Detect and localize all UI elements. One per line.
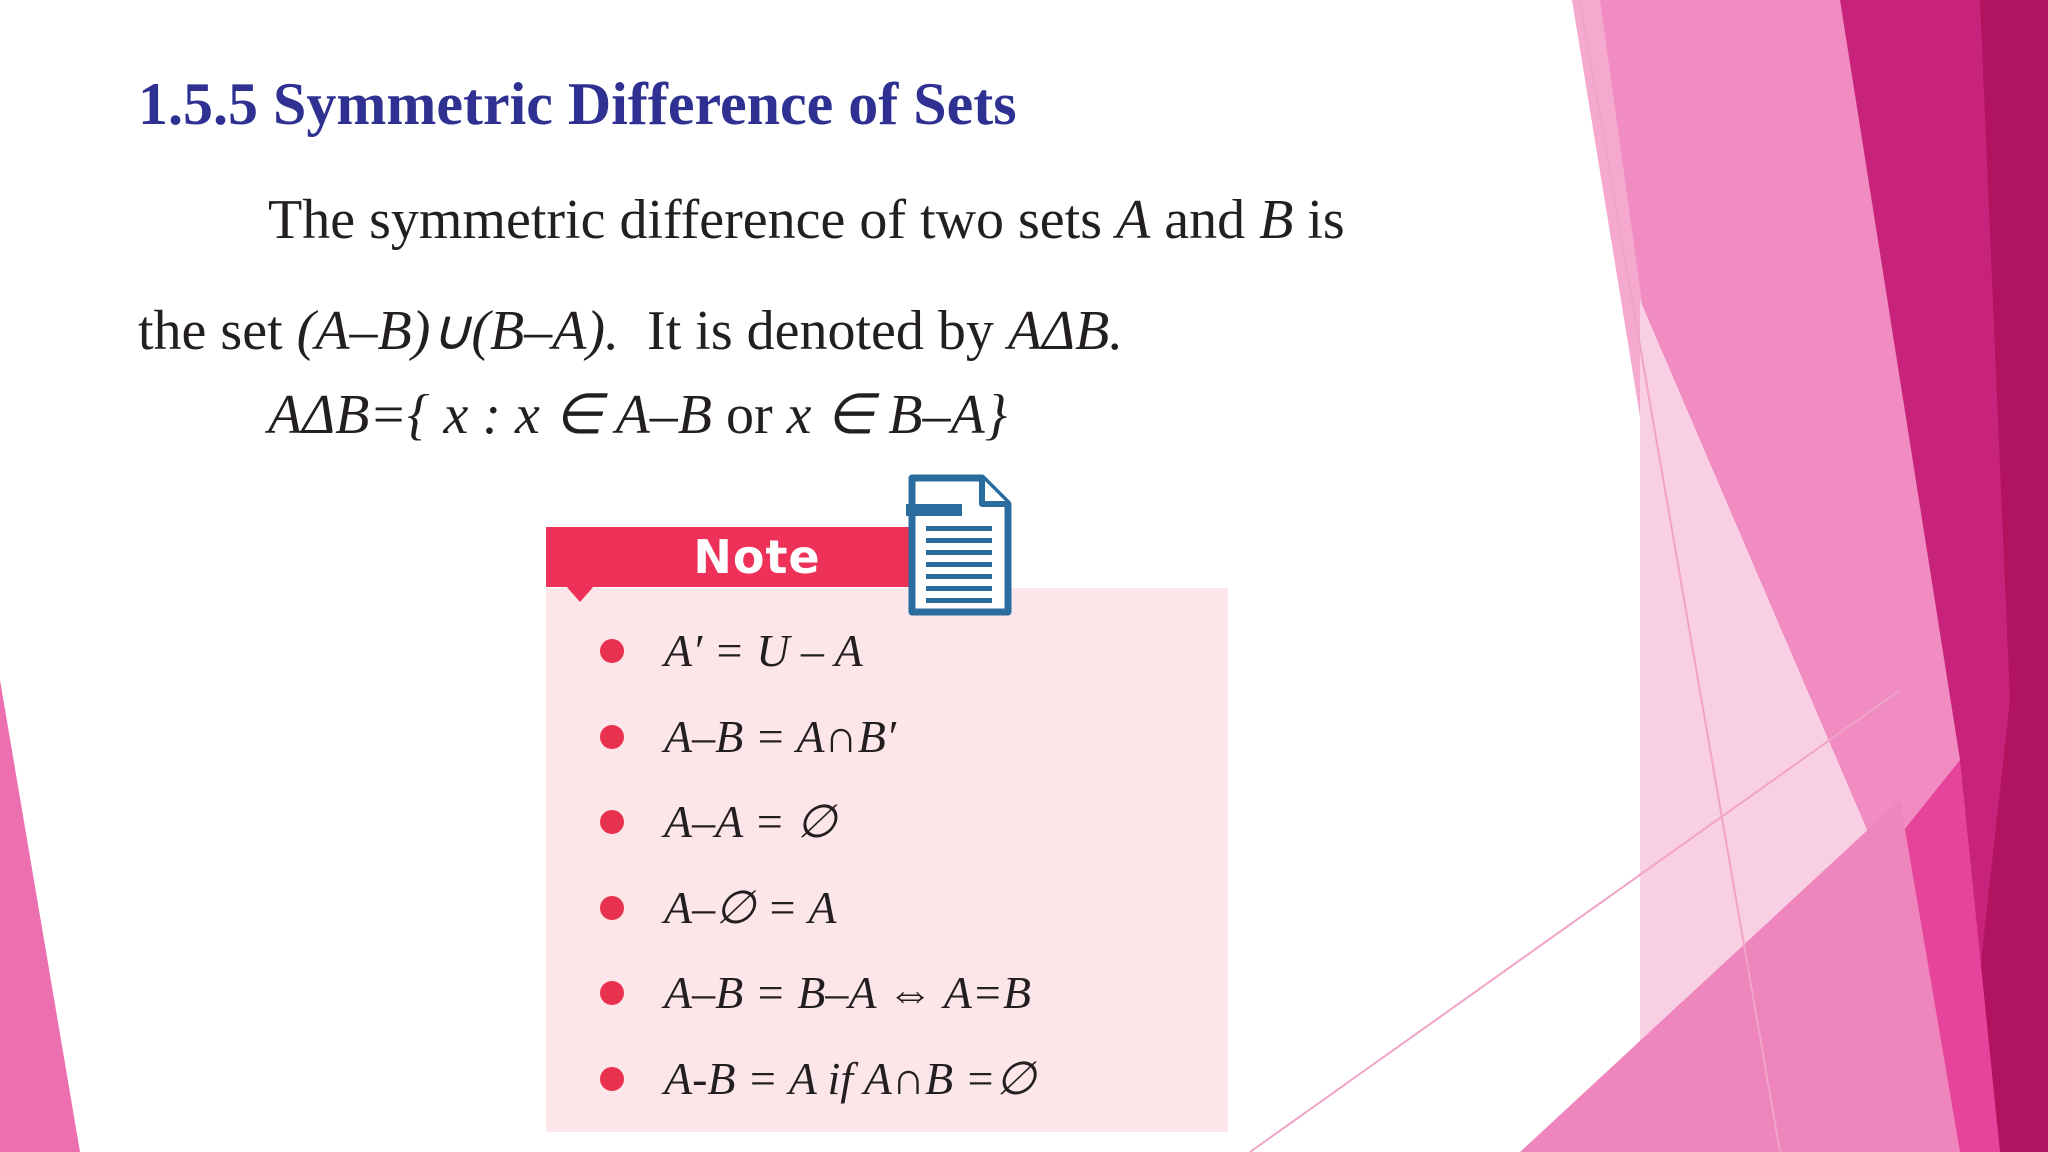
set-b-label: B (1259, 189, 1294, 251)
formula-or: or (726, 384, 773, 446)
note-item-text: A–∅ = A (664, 881, 837, 933)
note-item-text: A–B = A∩B′ (664, 710, 896, 762)
definition-line-1 (268, 188, 1345, 252)
definition-text: The symmetric difference of two sets (268, 189, 1103, 251)
note-item (600, 1045, 1036, 1131)
note-item (600, 788, 1036, 874)
note-label: Note (693, 530, 821, 584)
bullet-dot (600, 810, 624, 834)
note-item-text: A–B = B–A ⇔ A=B (664, 967, 1032, 1018)
set-a-label: A (1116, 189, 1151, 251)
note-item-text: A′ = U – A (664, 625, 863, 676)
formula-lhs: AΔB={ x : x ∈ A–B (268, 384, 713, 446)
set-builder-formula (268, 382, 1007, 447)
bullet-dot (600, 725, 624, 749)
note-item (600, 874, 1036, 960)
document-icon (906, 474, 1012, 618)
page-title: 1.5.5 Symmetric Difference of Sets (138, 71, 1017, 137)
definition-line-2 (138, 298, 1123, 363)
definition-text-end: is (1307, 189, 1345, 251)
note-list (600, 617, 1036, 1130)
note-item (600, 617, 1036, 703)
bullet-dot (600, 639, 624, 663)
note-item-text: A–A = ∅ (664, 796, 837, 847)
formula-rhs: x ∈ B–A} (786, 384, 1008, 446)
note-item-text: A-B = A if A∩B =∅ (664, 1052, 1036, 1104)
left-accent-shape (0, 680, 80, 1152)
bullet-dot (600, 1067, 624, 1091)
union-expression: (A–B)∪(B–A). (296, 300, 620, 362)
bullet-dot (600, 896, 624, 920)
note-tab-notch (566, 586, 594, 602)
note-item (600, 959, 1036, 1045)
denotation-text: It is denoted by (647, 300, 994, 362)
note-item (600, 703, 1036, 789)
conjunction-text: and (1164, 189, 1246, 251)
symmetric-difference-symbol: AΔB. (1007, 300, 1124, 362)
definition-text: the set (138, 300, 283, 362)
bullet-dot (600, 981, 624, 1005)
